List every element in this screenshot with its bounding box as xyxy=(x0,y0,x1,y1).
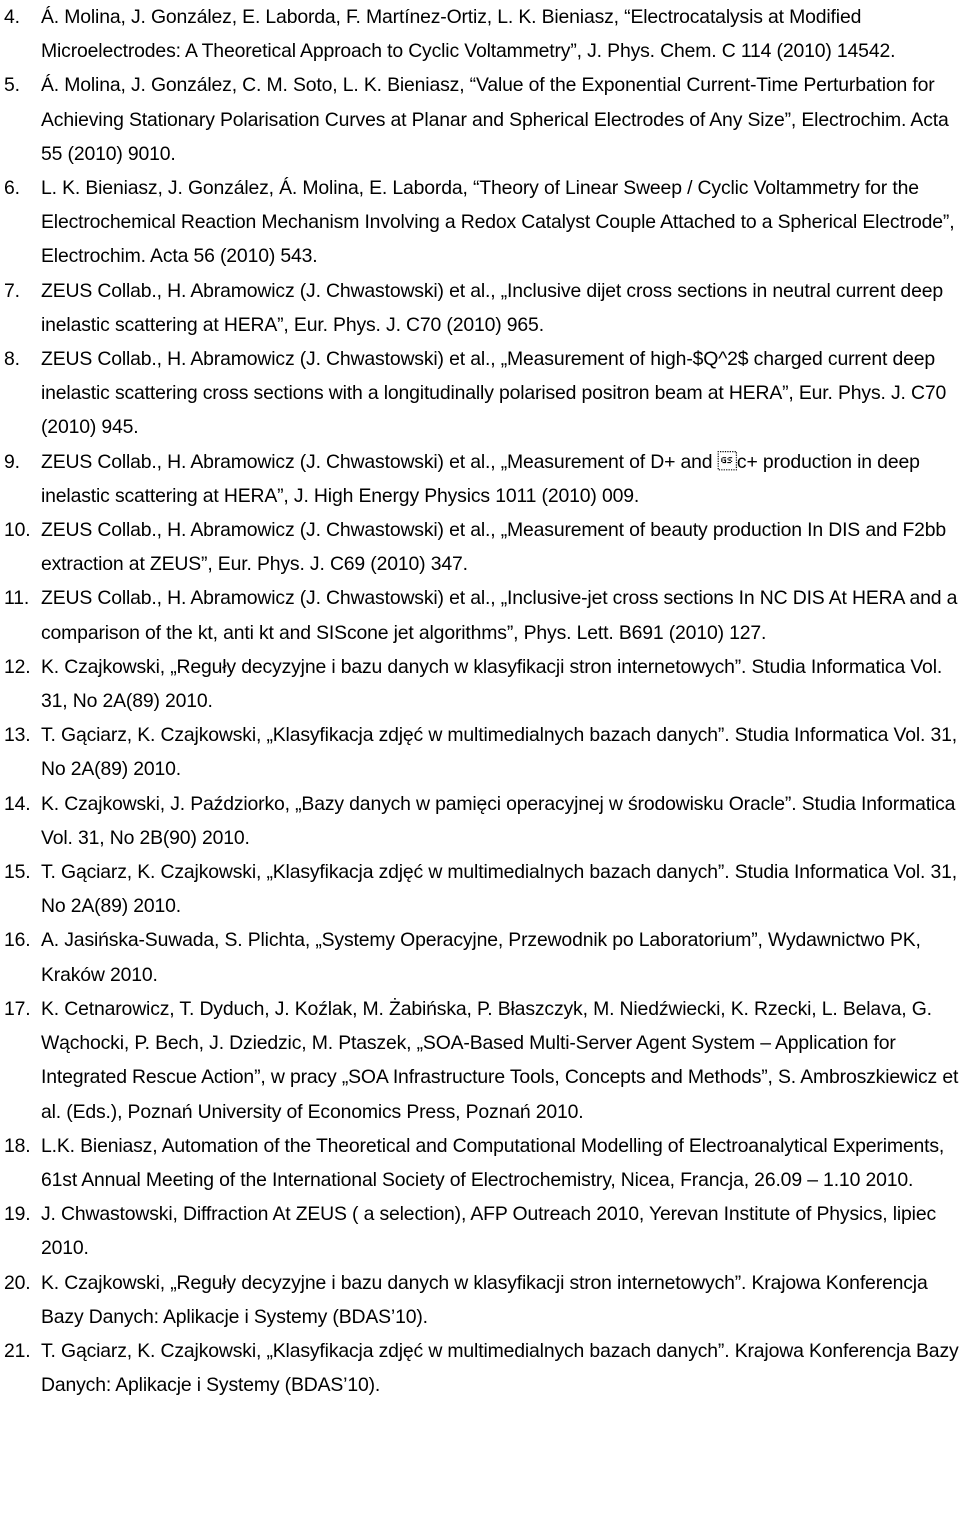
reference-item xyxy=(0,1129,960,1197)
reference-number: 15. xyxy=(4,861,31,884)
reference-item xyxy=(0,581,960,649)
reference-text: ZEUS Collab., H. Abramowicz (J. Chwastowski) et al., „Inclusive dijet cross sections in neutral current deep inelastic scattering at HERA”, Eur. Phys. J. C70 (2010) 965. xyxy=(41,279,943,336)
reference-number: 8. xyxy=(4,348,20,371)
reference-item xyxy=(0,513,960,581)
reference-number: 5. xyxy=(4,74,20,97)
reference-item xyxy=(0,992,960,1129)
reference-text: T. Gąciarz, K. Czajkowski, „Klasyfikacja zdjęć w multimedialnych bazach danych”. Studia Informatica Vol. 31, No 2A(89) 2010. xyxy=(41,861,958,918)
reference-number: 13. xyxy=(4,724,31,747)
reference-text: K. Czajkowski, „Reguły decyzyjne i bazu danych w klasyfikacji stron internetowych”. Krajowa Konferencja Bazy Danych: Aplikacje i Systemy (BDAS’10). xyxy=(41,1271,928,1328)
reference-number: 20. xyxy=(4,1271,31,1294)
reference-text: Á. Molina, J. González, E. Laborda, F. Martínez-Ortiz, L. K. Bieniasz, “Electrocatalysis at Modified Microelectrodes: A Theoretical Approach to Cyclic Voltammetry”, J. Phys. Chem. C 114 (2010) 14542. xyxy=(41,6,896,63)
reference-item xyxy=(0,923,960,991)
reference-number: 6. xyxy=(4,177,20,200)
reference-text: J. Chwastowski, Diffraction At ZEUS ( a selection), AFP Outreach 2010, Yerevan Institute of Physics, lipiec 2010. xyxy=(41,1203,937,1260)
reference-number: 7. xyxy=(4,279,20,302)
reference-item xyxy=(0,787,960,855)
reference-text: ZEUS Collab., H. Abramowicz (J. Chwastowski) et al., „Measurement of D+ and c+ production in deep inelastic scattering at HERA”, J. High Energy Physics 1011 (2010) 009. xyxy=(41,450,920,507)
reference-number: 16. xyxy=(4,929,31,952)
reference-item xyxy=(0,855,960,923)
reference-item xyxy=(0,1197,960,1265)
reference-number: 17. xyxy=(4,997,31,1020)
reference-text: Á. Molina, J. González, C. M. Soto, L. K. Bieniasz, “Value of the Exponential Current-Time Perturbation for Achieving Stationary Polarisation Curves at Planar and Spherical Electrodes of Any Size”, Electrochim. Acta 55 (2010) 9010. xyxy=(41,74,949,165)
reference-text: K. Czajkowski, „Reguły decyzyjne i bazu danych w klasyfikacji stron internetowych”. Studia Informatica Vol. 31, No 2A(89) 2010. xyxy=(41,655,943,713)
reference-text: ZEUS Collab., H. Abramowicz (J. Chwastowski) et al., „Measurement of beauty production In DIS and F2bb extraction at ZEUS”, Eur. Phys. J. C69 (2010) 347. xyxy=(41,519,947,576)
reference-item xyxy=(0,1334,960,1402)
reference-number: 12. xyxy=(4,655,31,678)
reference-text: ZEUS Collab., H. Abramowicz (J. Chwastowski) et al., „Inclusive-jet cross sections In NC DIS At HERA and a comparison of the kt, anti kt and SIScone jet algorithms”, Phys. Lett. B691 (2010) 127. xyxy=(41,587,958,644)
reference-item xyxy=(0,68,960,171)
reference-number: 10. xyxy=(4,519,31,542)
reference-text: K. Cetnarowicz, T. Dyduch, J. Koźlak, M. Żabińska, P. Błaszczyk, M. Niedźwiecki, K. Rzecki, L. Belava, G. Wąchocki, P. Bech, J. Dziedzic, M. Ptaszek, „SOA-Based Multi-Server Agent System – Application for Integrated Rescue Action”, w pracy „SOA Infrastructure Tools, Concepts and Methods”, S. Ambroszkiewicz et al. (Eds.), Poznań University of Economics Press, Poznań 2010. xyxy=(41,997,959,1123)
reference-number: 21. xyxy=(4,1339,31,1362)
reference-text: ZEUS Collab., H. Abramowicz (J. Chwastowski) et al., „Measurement of high-$Q^2$ charged current deep inelastic scattering cross sections with a longitudinally polarised positron beam at HERA”, Eur. Phys. J. C70 (2010) 945. xyxy=(41,348,947,439)
reference-text: L.K. Bieniasz, Automation of the Theoretical and Computational Modelling of Electroanalytical Experiments, 61st Annual Meeting of the International Society of Electrochemistry, Nicea, Francja, 26.09 – 1.10 2010. xyxy=(41,1134,945,1191)
reference-number: 4. xyxy=(4,6,20,28)
reference-item xyxy=(0,718,960,786)
reference-item xyxy=(0,342,960,445)
reference-item xyxy=(0,650,960,718)
reference-text: A. Jasińska-Suwada, S. Plichta, „Systemy Operacyjne, Przewodnik po Laboratorium”, Wydawnictwo PK, Kraków 2010. xyxy=(41,929,921,986)
reference-number: 9. xyxy=(4,450,20,473)
reference-item xyxy=(0,171,960,274)
reference-item xyxy=(0,445,960,513)
reference-item xyxy=(0,1266,960,1334)
reference-number: 19. xyxy=(4,1203,31,1226)
reference-text: T. Gąciarz, K. Czajkowski, „Klasyfikacja zdjęć w multimedialnych bazach danych”. Studia Informatica Vol. 31, No 2A(89) 2010. xyxy=(41,724,958,781)
reference-text: K. Czajkowski, J. Paździorko, „Bazy danych w pamięci operacyjnej w środowisku Oracle”. Studia Informatica Vol. 31, No 2B(90) 2010. xyxy=(41,792,956,849)
reference-number: 11. xyxy=(4,587,30,610)
reference-text: T. Gąciarz, K. Czajkowski, „Klasyfikacja zdjęć w multimedialnych bazach danych”. Krajowa Konferencja Bazy Danych: Aplikacje i Systemy (BDAS’10). xyxy=(41,1339,959,1397)
reference-number: 18. xyxy=(4,1134,31,1157)
reference-number: 14. xyxy=(4,792,31,815)
reference-text: L. K. Bieniasz, J. González, Á. Molina, E. Laborda, “Theory of Linear Sweep / Cyclic Voltammetry for the Electrochemical Reaction Mechanism Involving a Redox Catalyst Couple Attached to a Spherical Electrode”, Electrochim. Acta 56 (2010) 543. xyxy=(41,177,955,268)
reference-item xyxy=(0,0,960,68)
reference-item xyxy=(0,274,960,342)
